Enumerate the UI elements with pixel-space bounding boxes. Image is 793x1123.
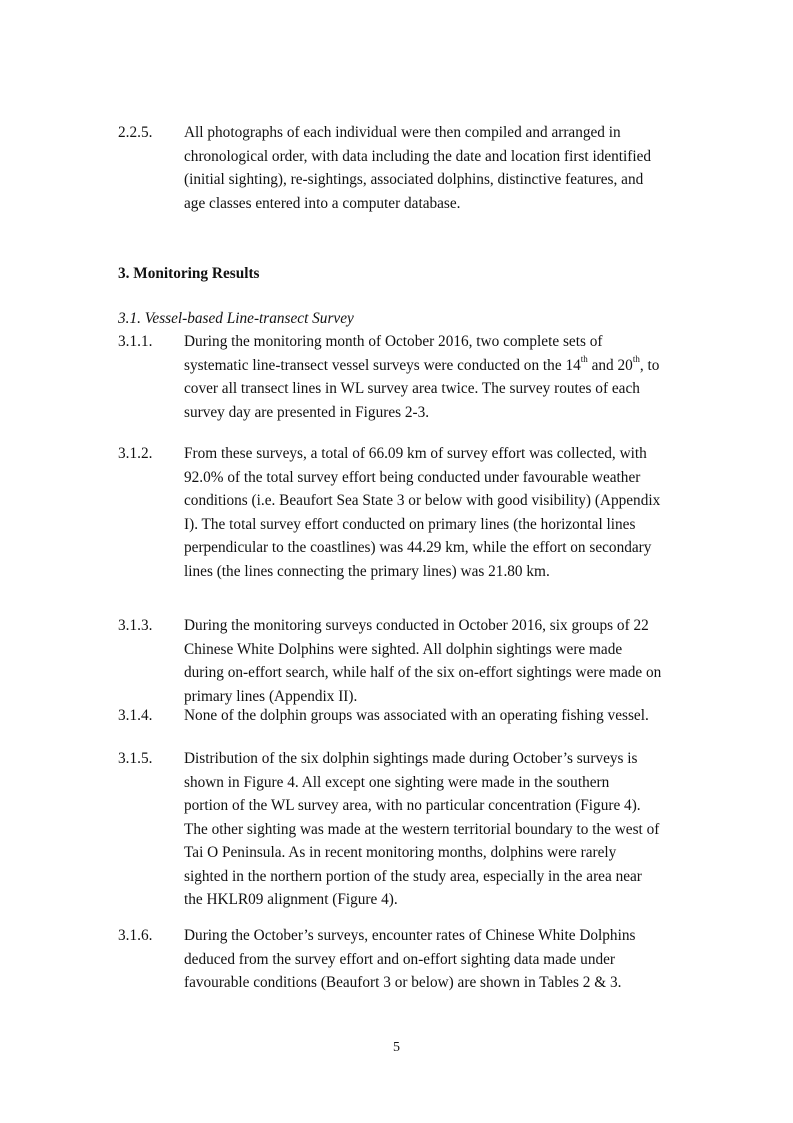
ordinal-suffix: th	[632, 354, 640, 365]
ordinal-suffix: th	[580, 354, 588, 365]
paragraph-number: 3.1.6.	[118, 927, 153, 944]
paragraph-line: shown in Figure 4. All except one sighting were made in the southern	[184, 773, 610, 791]
paragraph-3-1-6	[118, 924, 698, 995]
paragraph-line: 92.0% of the total survey effort being conducted under favourable weather	[184, 468, 641, 486]
paragraph-3-1-3	[118, 614, 698, 708]
paragraph-body	[184, 121, 698, 215]
paragraph-3-1-5	[118, 747, 698, 912]
paragraph-line: sighted in the northern portion of the study area, especially in the area near	[184, 867, 642, 885]
paragraph-body	[184, 704, 698, 728]
paragraph-3-1-4	[118, 704, 698, 728]
paragraph-line: All photographs of each individual were then compiled and arranged in	[184, 124, 621, 141]
paragraph-line: cover all transect lines in WL survey area twice. The survey routes of each	[184, 380, 640, 397]
paragraph-line: age classes entered into a computer database.	[184, 194, 461, 212]
paragraph-body	[184, 614, 698, 708]
paragraph-number: 3.1.1.	[118, 333, 153, 350]
paragraph-line: the HKLR09 alignment (Figure 4).	[184, 891, 398, 908]
paragraph-line: From these surveys, a total of 66.09 km of survey effort was collected, with	[184, 445, 647, 462]
paragraph-line: perpendicular to the coastlines) was 44.29 km, while the effort on secondary	[184, 539, 652, 556]
paragraph-line: Tai O Peninsula. As in recent monitoring months, dolphins were rarely	[184, 844, 617, 861]
paragraph-body	[184, 330, 698, 424]
paragraph-line: Chinese White Dolphins were sighted. All dolphin sightings were made	[184, 640, 623, 658]
paragraph-number: 2.2.5.	[118, 124, 153, 141]
paragraph-line: The other sighting was made at the western territorial boundary to the west of	[184, 820, 660, 838]
paragraph-3-1-2	[118, 442, 698, 583]
paragraph-body	[184, 747, 698, 912]
paragraph-line: portion of the WL survey area, with no particular concentration (Figure 4).	[184, 797, 641, 814]
paragraph-line: During the monitoring month of October 2016, two complete sets of	[184, 333, 603, 350]
page-number: 5	[393, 1040, 400, 1055]
paragraph-line: Distribution of the six dolphin sightings made during October’s surveys is	[184, 750, 638, 767]
paragraph-number: 3.1.2.	[118, 445, 153, 462]
paragraph-line	[184, 354, 698, 378]
paragraph-3-1-1	[118, 330, 698, 424]
paragraph-line: conditions (i.e. Beaufort Sea State 3 or below with good visibility) (Appendix	[184, 492, 661, 509]
paragraph-line: deduced from the survey effort and on-effort sighting data made under	[184, 950, 616, 968]
paragraph-number: 3.1.4.	[118, 707, 153, 724]
line-text: systematic line-transect vessel surveys were conducted on the 14	[184, 356, 581, 374]
paragraph-body	[184, 442, 698, 583]
subsection-heading: 3.1. Vessel-based Line-transect Survey	[118, 310, 354, 327]
paragraph-line: I). The total survey effort conducted on primary lines (the horizontal lines	[184, 515, 636, 533]
line-text: , to	[639, 356, 660, 374]
paragraph-line: chronological order, with data including the date and location first identified	[184, 147, 652, 165]
paragraph-number: 3.1.5.	[118, 750, 153, 767]
paragraph-line: None of the dolphin groups was associated with an operating fishing vessel.	[184, 707, 649, 724]
paragraph-line: During the monitoring surveys conducted in October 2016, six groups of 22	[184, 617, 649, 634]
paragraph-2-2-5	[118, 121, 698, 215]
section-heading: 3. Monitoring Results	[118, 265, 260, 282]
paragraph-line: survey day are presented in Figures 2-3.	[184, 403, 430, 421]
paragraph-line: during on-effort search, while half of the six on-effort sightings were made on	[184, 664, 662, 681]
line-text: and 20	[587, 356, 633, 374]
paragraph-line: primary lines (Appendix II).	[184, 687, 358, 705]
paragraph-line: During the October’s surveys, encounter rates of Chinese White Dolphins	[184, 927, 636, 944]
paragraph-number: 3.1.3.	[118, 617, 153, 634]
paragraph-line: (initial sighting), re-sightings, associated dolphins, distinctive features, and	[184, 171, 644, 188]
paragraph-line: lines (the lines connecting the primary lines) was 21.80 km.	[184, 562, 550, 580]
paragraph-body	[184, 924, 698, 995]
paragraph-line: favourable conditions (Beaufort 3 or below) are shown in Tables 2 & 3.	[184, 974, 622, 991]
